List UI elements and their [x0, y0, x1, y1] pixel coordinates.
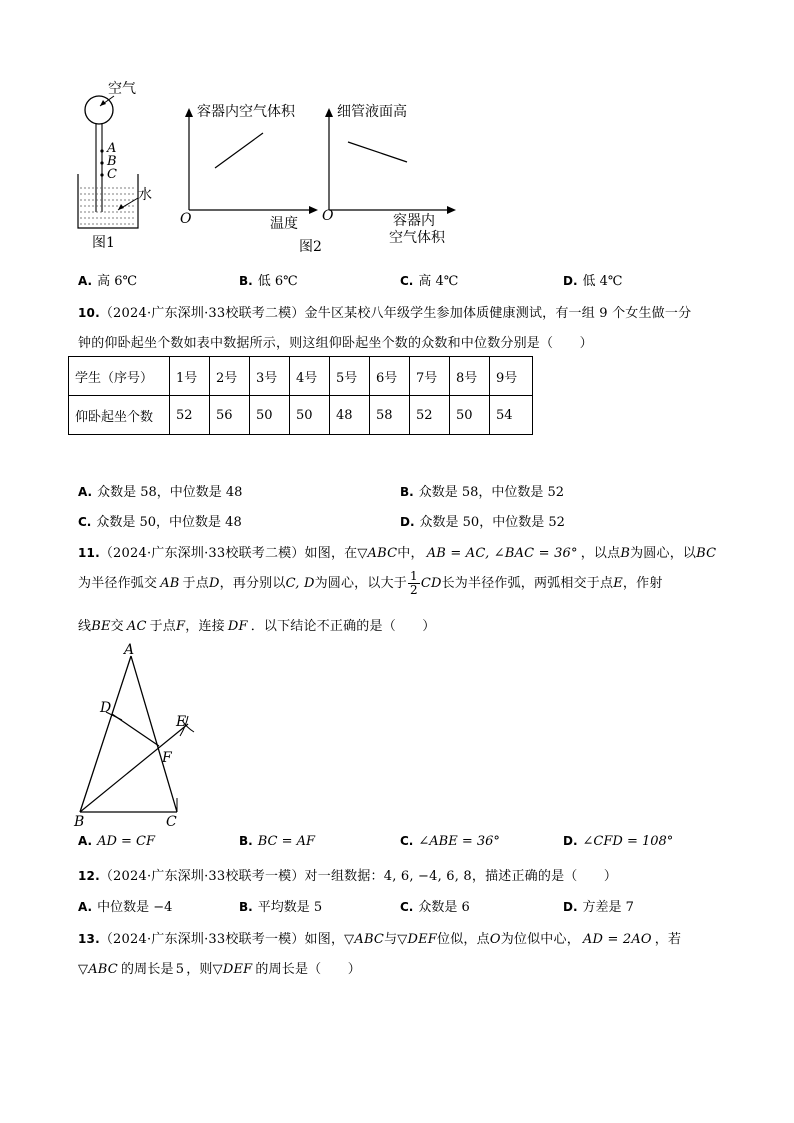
q12-line1: 12.（2024·广东深圳·33校联考一模）对一组数据：4, 6, −4, 6, 8，描述正确的是（ ） — [78, 869, 618, 884]
table-cell: 1号 — [170, 357, 210, 396]
table-row — [69, 396, 533, 435]
q11-line3: 线BE交 AC 于点F，连接 DF ．以下结论不正确的是（ ） — [78, 619, 436, 634]
q12-option-d: D. 方差是 7 — [563, 900, 634, 915]
table-cell: 8号 — [450, 357, 490, 396]
point-c-label: C — [107, 167, 117, 182]
table-cell: 56 — [210, 396, 250, 435]
water-label: 水 — [138, 187, 152, 203]
table-cell: 52 — [170, 396, 210, 435]
q13-line2: ▽ABC 的周长是 5 ，则▽DEF 的周长是（ ） — [78, 962, 361, 977]
graph2-origin: O — [322, 208, 334, 224]
physics-figure — [60, 76, 480, 252]
graph2-xlabel-1: 容器内 — [393, 213, 435, 229]
vertex-c-label: C — [166, 814, 177, 830]
q9-option-b: B. 低 6℃ — [239, 274, 298, 289]
table-cell: 7号 — [410, 357, 450, 396]
table-cell: 58 — [370, 396, 410, 435]
table-cell: 学生（序号） — [69, 357, 170, 396]
table-cell: 52 — [410, 396, 450, 435]
graph1-origin: O — [180, 211, 192, 227]
q11-line2: 为半径作弧交 AB 于点D，再分别以C, D为圆心，以大于 $\frac{1}{2}$ CD长为半径作弧，两弧相交于点E，作射 — [78, 569, 663, 597]
q11-option-c: C. ∠ABE = 36° — [400, 834, 500, 849]
q13-line1: 13.（2024·广东深圳·33校联考一模）如图，▽ABC与▽DEF位似，点O为位似中心， AD = 2AO ，若 — [78, 932, 682, 947]
air-label: 空气 — [108, 81, 136, 97]
point-f-label: F — [162, 750, 172, 766]
graph2-xlabel-2: 空气体积 — [389, 230, 445, 246]
point-d-label: D — [100, 700, 112, 716]
q10-line2: 钟的仰卧起坐个数如表中数据所示，则这组仰卧起坐个数的众数和中位数分别是（ ） — [78, 336, 593, 351]
q12-option-a: A. 中位数是 −4 — [78, 900, 173, 915]
q12-option-c: C. 众数是 6 — [400, 900, 470, 915]
q10-option-c: C. 众数是 50，中位数是 48 — [78, 515, 242, 530]
table-cell: 仰卧起坐个数 — [69, 396, 170, 435]
fig2-caption: 图2 — [299, 239, 322, 252]
table-cell: 50 — [290, 396, 330, 435]
vertex-b-label: B — [74, 814, 85, 830]
q10-line1: 10.（2024·广东深圳·33校联考二模）金牛区某校八年级学生参加体质健康测试，有一组 9 个女生做一分 — [78, 306, 692, 321]
q10-option-a: A. 众数是 58，中位数是 48 — [78, 485, 243, 500]
q11-line1: 11.（2024·广东深圳·33校联考二模）如图，在▽ABC中， AB = AC, ∠BAC = 36° ，以点B为圆心，以BC — [78, 546, 717, 561]
graph1-xlabel: 温度 — [270, 216, 298, 232]
table-header-row — [69, 357, 533, 396]
q10-option-b: B. 众数是 58，中位数是 52 — [400, 485, 565, 500]
q12-option-b: B. 平均数是 5 — [239, 900, 323, 915]
q11-option-b: B. BC = AF — [239, 834, 316, 849]
table-cell: 4号 — [290, 357, 330, 396]
q11-option-d: D. ∠CFD = 108° — [563, 834, 674, 849]
table-cell: 54 — [490, 396, 533, 435]
q10-option-d: D. 众数是 50，中位数是 52 — [400, 515, 565, 530]
q11-option-a: A. AD = CF — [78, 834, 156, 849]
situp-table — [68, 356, 533, 435]
q9-option-d: D. 低 4℃ — [563, 274, 623, 289]
table-cell: 50 — [450, 396, 490, 435]
point-e-label: E — [176, 714, 187, 730]
table-cell: 48 — [330, 396, 370, 435]
table-cell: 3号 — [250, 357, 290, 396]
graph2-ylabel: 细管液面高 — [337, 104, 407, 120]
table-cell: 50 — [250, 396, 290, 435]
table-cell: 9号 — [490, 357, 533, 396]
vertex-a-label: A — [124, 642, 135, 658]
table-cell: 6号 — [370, 357, 410, 396]
point-b-label: B — [107, 154, 117, 169]
q9-option-a: A. 高 6℃ — [78, 274, 138, 289]
graph1-ylabel: 容器内空气体积 — [197, 104, 295, 120]
point-a-label: A — [107, 141, 117, 156]
fig1-caption: 图1 — [92, 235, 115, 251]
table-cell: 5号 — [330, 357, 370, 396]
q9-option-c: C. 高 4℃ — [400, 274, 459, 289]
triangle-figure — [70, 640, 210, 830]
table-cell: 2号 — [210, 357, 250, 396]
fraction-one-half: $\frac{1}{2}$ — [409, 569, 418, 597]
